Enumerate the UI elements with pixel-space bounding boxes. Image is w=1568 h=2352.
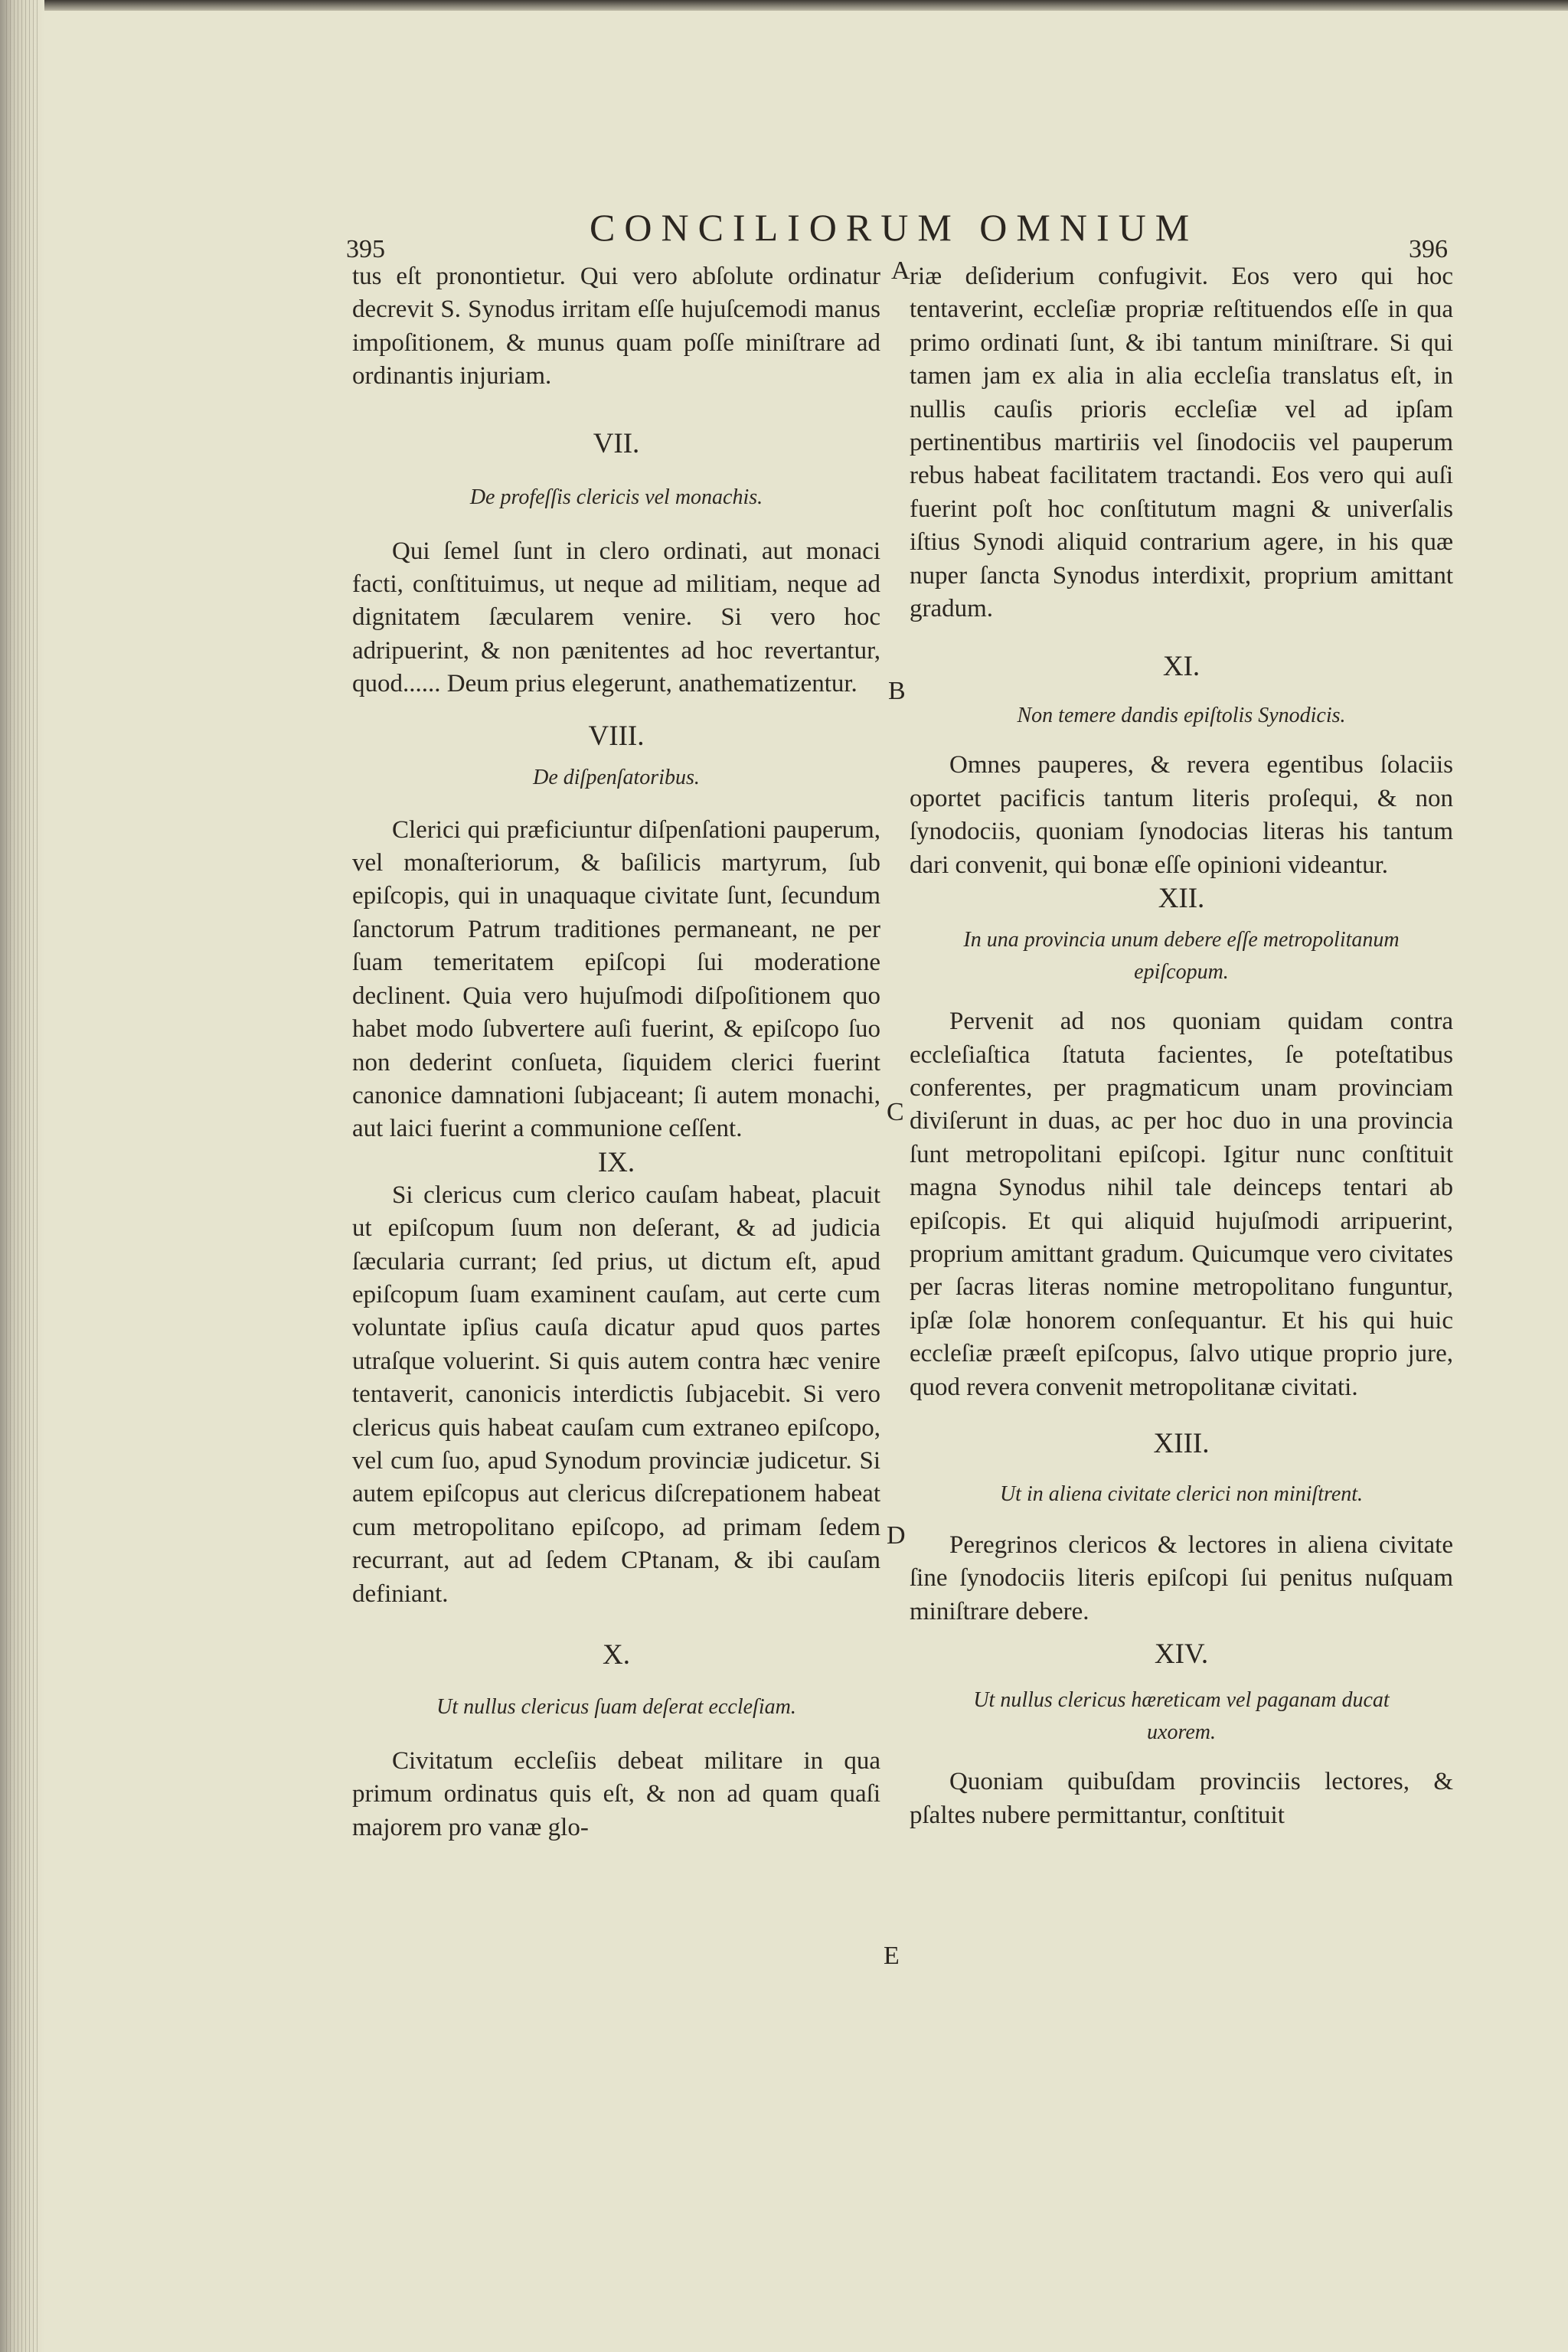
page-number-right: 396: [1409, 235, 1448, 263]
section-10-title: Ut nullus clericus ſuam deſerat eccleſiam.: [436, 1695, 796, 1719]
margin-letter-a: A: [891, 256, 910, 285]
running-title: CONCILIORUM OMNIUM: [590, 206, 1199, 249]
right-column: [910, 260, 1453, 1832]
section-8-text: Clerici qui præficiuntur diſpenſationi pauperum, vel monaſteriorum, & baſilicis martyrum, ſub epiſcopis, qui in unaquaque civitate ſunt, ſecundum ſanctorum Patrum traditiones permaneant, ne per ſuam temeritatem epiſcopi ſui moderatione declinent. Quia vero hujuſmodi diſpoſitionem quo habet modo ſubvertere auſi fuerint, & epiſcopo ſuo non dederint conſueta, ſiquidem clerici fuerint canonice damnationi ſubjaceant; ſi autem monachi, aut laici fuerint a communione ceſſent.: [352, 815, 880, 1143]
section-11-title: Non temere dandis epiſtolis Synodicis.: [1017, 704, 1346, 728]
section-9-text: Si clericus cum clerico cauſam habeat, placuit ut epiſcopum ſuum non deſerant, & ad judicia ſæcularia currant; ſed prius, ut dictum eſt, apud epiſcopum ſuam examinent cauſam, aut certe cum voluntate ipſius cauſa dicatur apud quos partes utraſque voluerint. Si quis autem contra hæc venire tentaverit, canonicis interdictis ſubjacebit. Si vero clericus quis habeat cauſam cum extraneo epiſcopo, vel cum ſuo, apud Synodum provinciæ judicetur. Si autem epiſcopus aut clericus diſcrepationem habeat cum metropolitano epiſcopo, ad primam ſedem recurrant, aut ad ſedem CPtanam, & ibi cauſam definiant.: [352, 1181, 880, 1608]
section-10-number: X.: [603, 1639, 630, 1671]
section-12-number: XII.: [1158, 883, 1205, 915]
section-14-title: Ut nullus clericus hæreticam vel paganam ducat uxorem.: [973, 1688, 1390, 1745]
margin-letter-d: D: [887, 1521, 906, 1550]
margin-letter-e: E: [884, 1942, 900, 1970]
section-10-text: Civitatum eccleſiis debeat militare in qua primum ordinatus quis eſt, & non ad quam quaſi majorem pro vanæ glo-: [352, 1747, 880, 1841]
section-13-title: Ut in aliena civitate clerici non miniſtrent.: [999, 1481, 1364, 1506]
section-11-number: XI.: [1162, 651, 1200, 683]
section-13-text: Peregrinos clericos & lectores in aliena civitate ſine ſynodociis literis epiſcopi ſui penitus nuſquam miniſtrare debere.: [910, 1530, 1453, 1625]
section-12-text: Pervenit ad nos quoniam quidam contra eccleſiaſtica ſtatuta facientes, ſe poteſtatibus conferentes, per pragmaticum unam provinciam diviſerunt in duas, ac per hoc duo in una provincia ſunt metropolitani epiſcopi. Igitur nunc conſtituit magna Synodus nihil tale deinceps tentari ab epiſcopis. Et qui aliquid hujuſmodi arripuerint, proprium amittant gradum. Quicumque vero civitates per ſacras literas nomine metropolitano funguntur, ipſæ ſolæ honorem conſequantur. Et his qui huic eccleſiæ præeſt epiſcopus, ſalvo utique proprio jure, quod revera convenit metropolitanæ civitati.: [910, 1008, 1453, 1401]
section-12-title: In una provincia unum debere eſſe metropolitanum epiſcopum.: [963, 928, 1400, 985]
left-intro-paragraph: tus eſt pronontietur. Qui vero abſolute ordinatur decrevit S. Synodus irritam eſſe hujuſcemodi manus impoſitionem, & munus quam poſſe miniſtrare ad ordinantis injuriam.: [352, 263, 880, 390]
top-shadow: [0, 0, 1568, 11]
margin-letter-b: B: [888, 677, 906, 705]
section-9-number: IX.: [597, 1146, 635, 1178]
left-column: [352, 260, 880, 1844]
section-14-number: XIV.: [1154, 1638, 1209, 1671]
page-number-left: 395: [346, 235, 385, 263]
section-14-text: Quoniam quibuſdam provinciis lectores, & pſaltes nubere permittantur, conſtituit: [910, 1768, 1453, 1829]
section-13-number: XIII.: [1153, 1427, 1210, 1459]
section-7-number: VII.: [593, 427, 640, 459]
page-edge-lines: [6, 0, 40, 2352]
section-11-text: Omnes pauperes, & revera egentibus ſolaciis oportet pacificis tantum literis proſequi, & non ſynodociis, quoniam ſynodocias literas his tantum dari convenit, qui bonæ eſſe opinioni videantur.: [910, 751, 1453, 879]
margin-letter-c: C: [887, 1098, 904, 1126]
section-7-title: De profeſſis clericis vel monachis.: [469, 485, 763, 509]
section-8-number: VIII.: [588, 720, 645, 752]
section-7-text: Qui ſemel ſunt in clero ordinati, aut monaci facti, conſtituimus, ut neque ad militiam, neque ad dignitatem ſæcularem venire. Si vero hoc adripuerint, & non pænitentes ad hoc revertantur, quod...... Deum prius elegerunt, anathematizentur.: [352, 537, 880, 698]
page-edge: [0, 0, 44, 2352]
section-8-title: De diſpenſatoribus.: [533, 765, 700, 789]
right-intro-paragraph: riæ deſiderium confugivit. Eos vero qui hoc tentaverint, eccleſiæ propriæ reſtituendos eſſe in qua primo ordinati ſunt, & ibi tantum miniſtrare. Si qui tamen jam ex alia in alia eccleſia translatus eſt, in nullis cauſis prioris eccleſiæ vel ad ipſam pertinentibus martiriis vel ſinodociis vel pauperum rebus habeat facilitatem tractandi. Eos vero qui auſi fuerint poſt hoc conſtitutum magni & univerſalis iſtius Synodi aliquid contrarium agere, in his quæ nuper ſancta Synodus interdixit, proprium amittant gradum.: [910, 263, 1453, 623]
